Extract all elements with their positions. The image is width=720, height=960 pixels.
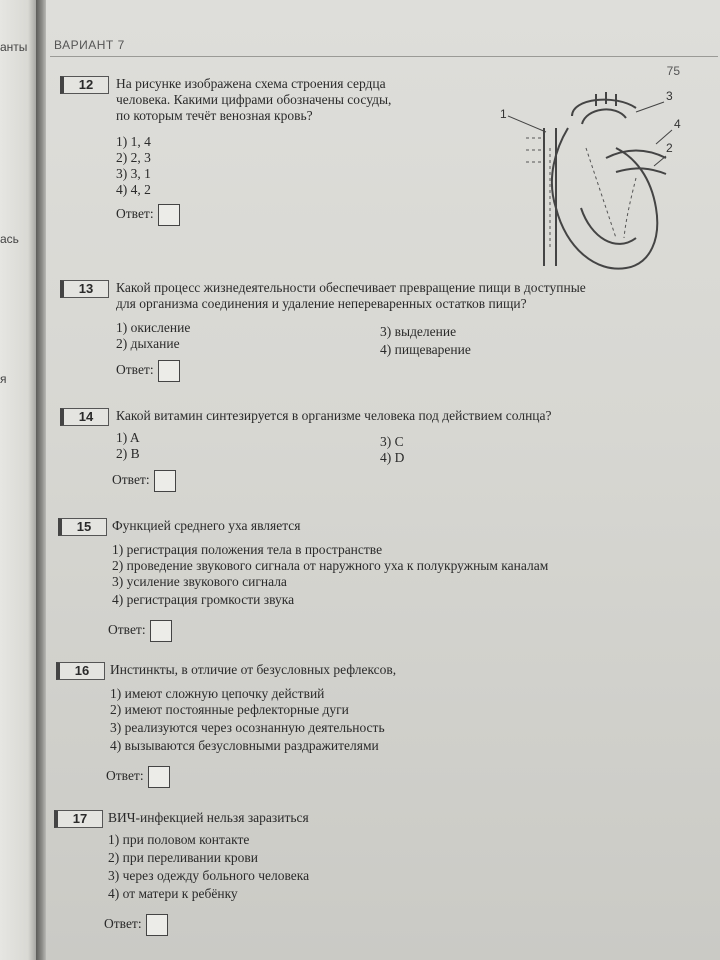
answer-option: 1) окисление: [116, 320, 191, 335]
answer-row: [106, 766, 170, 788]
answer-row: [108, 620, 172, 642]
task-17: [54, 810, 694, 940]
answer-option: 3) усиление звукового сигнала: [112, 574, 287, 589]
answer-option: 2) проведение звукового сигнала от наружного уха к полукружным каналам: [112, 558, 549, 573]
question-line: по которым течёт венозная кровь?: [116, 108, 313, 123]
heart-diagram: [486, 88, 686, 288]
answer-box[interactable]: [150, 620, 172, 642]
answer-option: 3) через одежду больного человека: [108, 868, 310, 883]
task-14: [60, 408, 700, 498]
task-13: [60, 280, 700, 380]
question-text: [116, 280, 586, 312]
answer-option: 4) вызываются безусловными раздражителями: [110, 738, 379, 753]
figure-label-4: 4: [674, 117, 681, 131]
answer-row: [116, 204, 180, 226]
answer-option: 1) 1, 4: [116, 134, 151, 149]
answer-row: [104, 914, 168, 936]
answer-option: 3) выделение: [380, 324, 457, 339]
variant-header: ВАРИАНТ 7: [54, 38, 125, 52]
question-line: Какой витамин синтезируется в организме человека под действием солнца?: [116, 408, 552, 423]
answer-option: 4) пищеварение: [380, 342, 471, 357]
question-line: Какой процесс жизнедеятельности обеспечивает превращение пищи в доступные: [116, 280, 586, 295]
answer-label: Ответ:: [116, 362, 154, 378]
question-text: [112, 518, 301, 534]
margin-fragment: я: [0, 372, 7, 386]
answer-option: 2) при переливании крови: [108, 850, 259, 865]
question-text: [108, 810, 309, 826]
question-line: человека. Какими цифрами обозначены сосуды,: [116, 92, 392, 107]
answer-label: Ответ:: [104, 916, 142, 932]
answer-option: 4) от матери к ребёнку: [108, 886, 238, 901]
margin-fragment: анты: [0, 40, 28, 54]
answer-option: 4) регистрация громкости звука: [112, 592, 295, 607]
answer-option: 2) дыхание: [116, 336, 180, 351]
task-number: 15: [58, 518, 107, 536]
answer-option: 4) 4, 2: [116, 182, 151, 197]
answer-option: 2) имеют постоянные рефлекторные дуги: [110, 702, 349, 717]
answer-option: 3) C: [380, 434, 404, 449]
answer-label: Ответ:: [116, 206, 154, 222]
task-15: [58, 518, 698, 646]
question-text: [110, 662, 396, 678]
answer-label: Ответ:: [106, 768, 144, 784]
answer-row: [116, 360, 180, 382]
answer-option: 1) A: [116, 430, 140, 445]
margin-fragment: ась: [0, 232, 19, 246]
answer-label: Ответ:: [108, 622, 146, 638]
task-number: 16: [56, 662, 105, 680]
answer-box[interactable]: [148, 766, 170, 788]
answer-option: 3) реализуются через осознанную деятельность: [110, 720, 385, 735]
question-text: [116, 76, 391, 124]
answer-option: 2) 2, 3: [116, 150, 151, 165]
answer-option: 4) D: [380, 450, 405, 465]
answer-box[interactable]: [158, 360, 180, 382]
answer-box[interactable]: [154, 470, 176, 492]
answer-box[interactable]: [158, 204, 180, 226]
previous-page-edge: [0, 0, 40, 960]
answer-option: 1) имеют сложную цепочку действий: [110, 686, 325, 701]
figure-label-3: 3: [666, 89, 673, 103]
question-line: для организма соединения и удаление непереваренных остатков пищи?: [116, 296, 527, 311]
task-16: [56, 662, 696, 792]
question-text: [116, 408, 552, 424]
answer-option: 1) регистрация положения тела в пространстве: [112, 542, 383, 557]
page-number: 75: [666, 64, 680, 78]
task-number: 17: [54, 810, 103, 828]
question-line: ВИЧ-инфекцией нельзя заразиться: [108, 810, 309, 825]
question-line: Функцией среднего уха является: [112, 518, 301, 533]
header-divider: [50, 56, 718, 57]
question-line: На рисунке изображена схема строения сердца: [116, 76, 386, 91]
answer-option: 2) B: [116, 446, 140, 461]
figure-label-1: 1: [500, 107, 507, 121]
answer-option: 1) при половом контакте: [108, 832, 250, 847]
book-binding: [36, 0, 46, 960]
answer-box[interactable]: [146, 914, 168, 936]
figure-label-2: 2: [666, 141, 673, 155]
task-number: 12: [60, 76, 109, 94]
task-number: 14: [60, 408, 109, 426]
answer-row: [112, 470, 176, 492]
workbook-page: [46, 0, 720, 960]
answer-label: Ответ:: [112, 472, 150, 488]
question-line: Инстинкты, в отличие от безусловных рефлексов,: [110, 662, 397, 677]
answer-option: 3) 3, 1: [116, 166, 151, 181]
task-number: 13: [60, 280, 109, 298]
